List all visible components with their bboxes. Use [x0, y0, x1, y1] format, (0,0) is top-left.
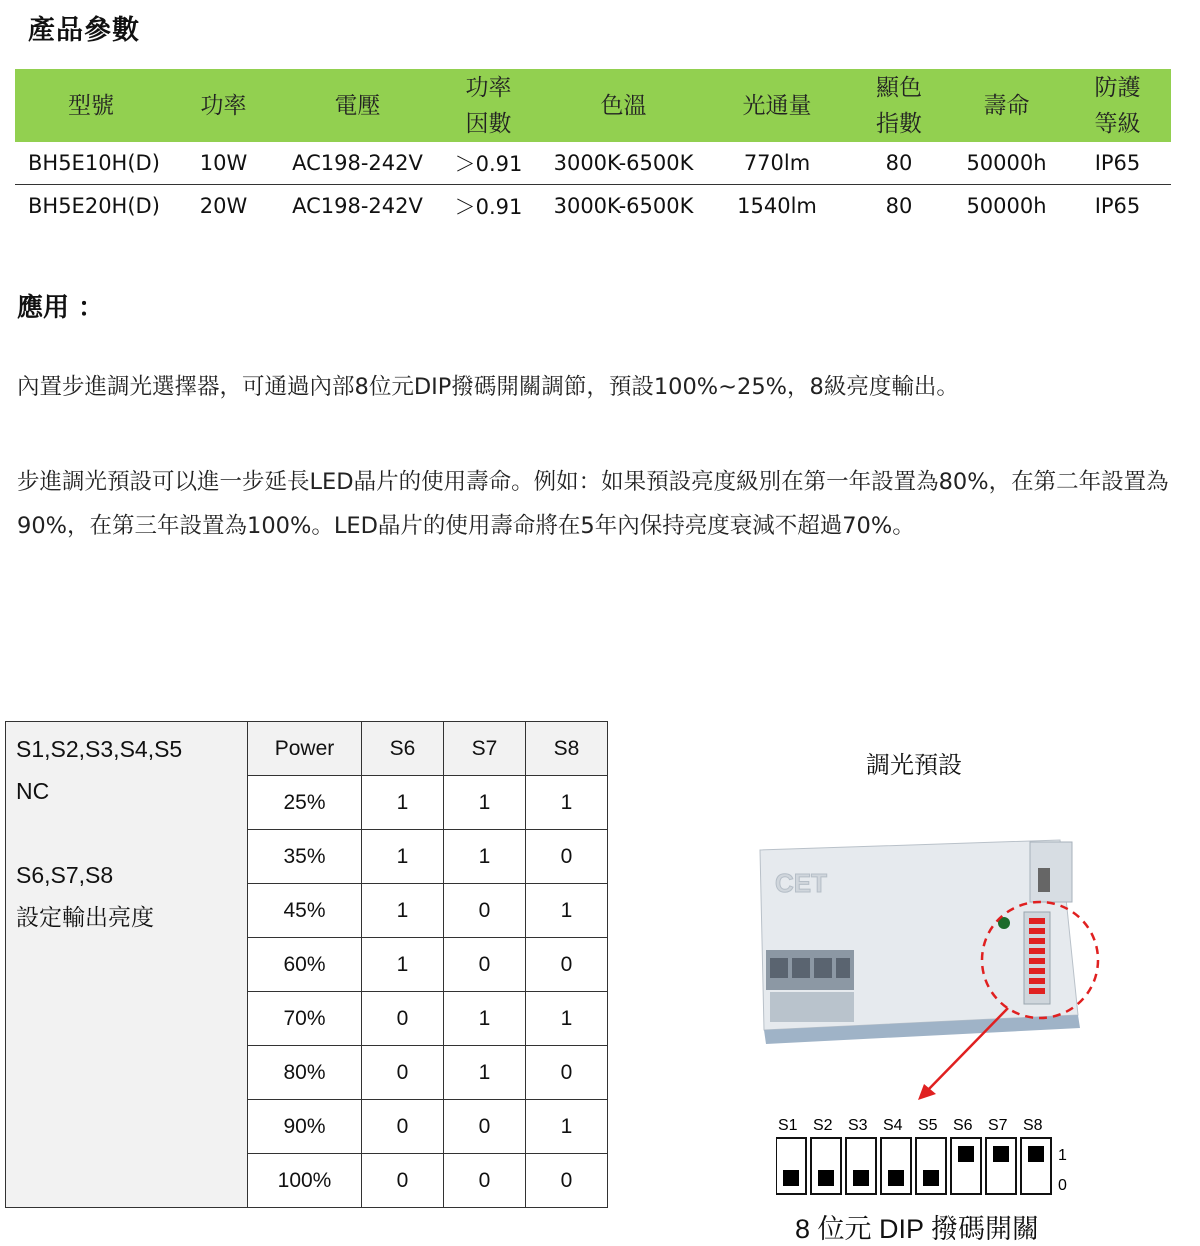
nc-label: NC [16, 778, 50, 804]
arrow-head [918, 1084, 936, 1100]
cell-power: 25% [248, 776, 362, 830]
cell-s7: 0 [444, 938, 526, 992]
switch-knob-s5 [923, 1170, 939, 1186]
cell-s7: 1 [444, 1046, 526, 1100]
device-switch-8 [1029, 988, 1045, 994]
section-title: 產品參數 [28, 15, 140, 46]
header-cri: 顯色 指數 [849, 69, 949, 142]
cell-ip-rating: IP65 [1094, 194, 1141, 218]
cell-color-temp: 3000K-6500K [542, 142, 705, 185]
cell-power: 20W [199, 194, 248, 218]
cell-s6: 0 [362, 992, 444, 1046]
application-paragraph-1: 內置步進調光選擇器，可通過內部8位元DIP撥碼開關調節，預設100%~25%，8級亮度輸出。 [17, 374, 959, 400]
switch-label-s2: S2 [813, 1117, 833, 1134]
spec-table [15, 69, 1171, 227]
cell-s6: 1 [362, 938, 444, 992]
cell-s8: 1 [526, 1100, 608, 1154]
header-luminous-flux: 光通量 [705, 69, 849, 142]
driver-device-illustration [740, 830, 1110, 1100]
dip-setting-table [5, 721, 608, 1208]
header-s8: S8 [526, 722, 608, 776]
header-model: 型號 [15, 69, 167, 142]
switch-label-s1: S1 [778, 1117, 798, 1134]
cell-power: 90% [248, 1100, 362, 1154]
cell-color-temp: 3000K-6500K [553, 194, 694, 218]
switch-knob-s4 [888, 1170, 904, 1186]
cell-luminous-flux: 1540lm [737, 194, 817, 218]
cell-cri: 80 [849, 142, 949, 185]
header-power: 功率 [167, 69, 280, 142]
switch-knob-s8 [1028, 1146, 1044, 1162]
device-switch-4 [1029, 948, 1045, 954]
brand-mark: CET [775, 868, 827, 898]
header-lifetime: 壽命 [949, 69, 1064, 142]
dip-description [6, 722, 248, 1208]
table-header-row [6, 722, 608, 776]
cell-s7: 1 [444, 776, 526, 830]
table-row [15, 185, 1171, 228]
cell-s6: 0 [362, 1046, 444, 1100]
cell-power: 80% [248, 1046, 362, 1100]
dip-switch-block [1024, 912, 1050, 1004]
application-heading: 應用 ： [17, 293, 105, 323]
cell-lifetime: 50000h [949, 142, 1064, 185]
cell-power: 10W [167, 142, 280, 185]
cell-s7: 1 [444, 830, 526, 884]
header-voltage: 電壓 [280, 69, 435, 142]
cell-s8: 1 [526, 992, 608, 1046]
header-power: Power [248, 722, 362, 776]
device-switch-2 [1029, 928, 1045, 934]
switch-knob-s2 [818, 1170, 834, 1186]
nc-switches-label: S1,S2,S3,S4,S5 [16, 736, 183, 762]
switch-knob-s7 [993, 1146, 1009, 1162]
cell-s6: 0 [362, 1100, 444, 1154]
cell-power: 35% [248, 830, 362, 884]
application-paragraph-2: 步進調光預設可以進一步延長LED晶片的使用壽命。例如：如果預設亮度級別在第一年設置為80%，在第二年設置為90%，在第三年設置為100%。LED晶片的使用壽命將在5年內保持亮度衰減不超過70%。 [17, 469, 1169, 539]
cell-voltage: AC198-242V [292, 194, 423, 218]
cell-s7: 1 [444, 992, 526, 1046]
cell-power: 60% [248, 938, 362, 992]
cell-s7: 0 [444, 884, 526, 938]
cell-model: BH5E20H(D) [28, 194, 160, 218]
device-switch-5 [1029, 958, 1045, 964]
switch-label-s4: S4 [883, 1117, 903, 1134]
header-power-factor: 功率 因數 [435, 69, 542, 142]
device-switch-3 [1029, 938, 1045, 944]
cell-s8: 0 [526, 830, 608, 884]
off-state-label: 0 [1058, 1177, 1067, 1194]
dimming-preset-title: 調光預設 [866, 751, 962, 779]
dip-switch-diagram [776, 1110, 1086, 1200]
switch-label-s3: S3 [848, 1117, 868, 1134]
dimming-switches-label: S6,S7,S8 [16, 862, 114, 888]
cell-s8: 1 [526, 884, 608, 938]
cell-power: 45% [248, 884, 362, 938]
switch-knob-s6 [958, 1146, 974, 1162]
cell-voltage: AC198-242V [280, 142, 435, 185]
on-state-label: 1 [1058, 1147, 1067, 1164]
header-color-temp: 色溫 [542, 69, 705, 142]
cell-power: 100% [248, 1154, 362, 1208]
cell-s8: 0 [526, 1046, 608, 1100]
dip-caption: 8 位元 DIP 撥碼開關 [795, 1214, 1040, 1244]
cell-s6: 0 [362, 1154, 444, 1208]
cell-power-factor: ＞0.91 [454, 195, 523, 219]
cell-cri: 80 [885, 194, 913, 218]
switch-knob-s3 [853, 1170, 869, 1186]
header-s6: S6 [362, 722, 444, 776]
switch-label-s6: S6 [953, 1117, 973, 1134]
switch-knob-s1 [783, 1170, 799, 1186]
header-ip-rating: 防護 等級 [1064, 69, 1171, 142]
table-row [15, 142, 1171, 185]
switch-label-s7: S7 [988, 1117, 1008, 1134]
header-s7: S7 [444, 722, 526, 776]
cell-s6: 1 [362, 884, 444, 938]
cell-power: 70% [248, 992, 362, 1046]
switch-label-s8: S8 [1023, 1117, 1043, 1134]
cell-s7: 0 [444, 1154, 526, 1208]
cell-s6: 1 [362, 830, 444, 884]
cell-s8: 0 [526, 938, 608, 992]
cell-s6: 1 [362, 776, 444, 830]
cell-ip-rating: IP65 [1064, 142, 1171, 185]
cell-s8: 0 [526, 1154, 608, 1208]
device-switch-1 [1029, 918, 1045, 924]
cell-s8: 1 [526, 776, 608, 830]
switch-label-s5: S5 [918, 1117, 938, 1134]
cell-s7: 0 [444, 1100, 526, 1154]
cell-model: BH5E10H(D) [15, 142, 167, 185]
cell-power-factor: ＞0.91 [435, 142, 542, 185]
dimming-description: 設定輸出亮度 [16, 904, 154, 930]
cell-lifetime: 50000h [966, 194, 1047, 218]
device-switch-7 [1029, 978, 1045, 984]
device-switch-6 [1029, 968, 1045, 974]
cell-luminous-flux: 770lm [705, 142, 849, 185]
